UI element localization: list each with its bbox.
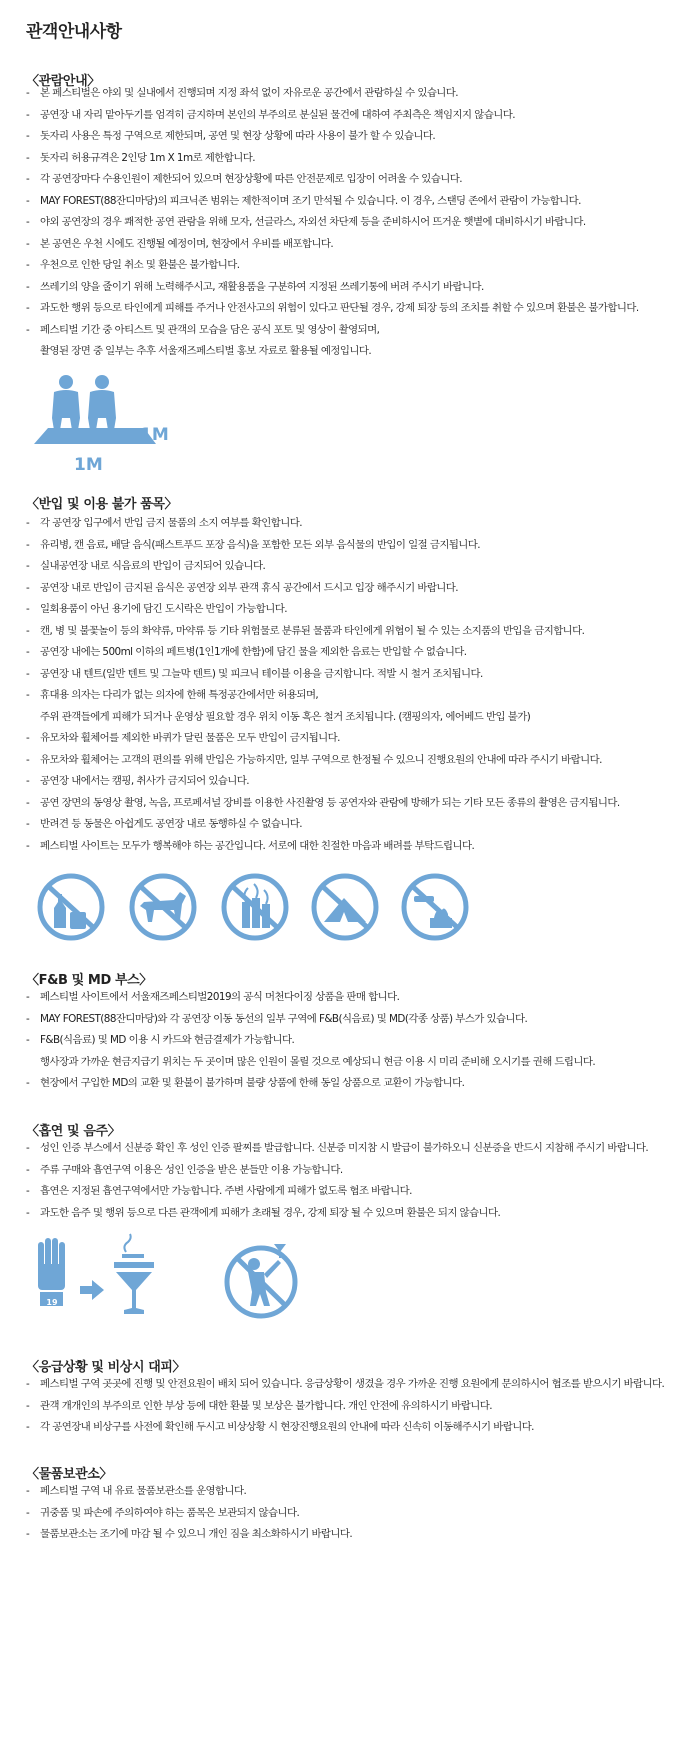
list-item-text: 휴대용 의자는 다리가 없는 의자에 한해 특정공간에서만 허용되며, (40, 689, 319, 701)
list-item (26, 86, 692, 100)
list-item (26, 516, 692, 530)
page-title: 관객안내사항 (26, 22, 122, 42)
list-item-text: 흡연은 지정된 흡연구역에서만 가능합니다. 주변 사람에게 피해가 없도록 협조 바랍니다. (40, 1185, 412, 1197)
bullet: - (26, 603, 30, 615)
list-item-text: F&B(식음료) 및 MD 이용 시 카드와 현금결제가 가능합니다. (40, 1034, 295, 1046)
bullet: - (26, 194, 30, 207)
hand-wristband-icon (38, 1238, 65, 1306)
bullet: - (26, 646, 30, 658)
no-fireworks-icon (220, 872, 290, 942)
bullet: - (26, 689, 30, 701)
bullet: - (26, 151, 30, 164)
list-item-text: 페스티벌 사이트는 모두가 행복해야 하는 공간입니다. 서로에 대한 친절한 마음과 배려를 부탁드립니다. (40, 839, 475, 852)
list-item-text: 과도한 음주 및 행위 등으로 다른 관객에게 피해가 초래될 경우, 강제 퇴장 될 수 있으며 환불은 되지 않습니다. (40, 1206, 501, 1219)
list-item (26, 796, 692, 810)
bullet: - (26, 87, 30, 99)
list-item (26, 731, 692, 745)
list-item-continuation (40, 710, 692, 724)
person-icon (88, 375, 116, 430)
list-item-text: 본 공연은 우천 시에도 진행될 예정이며, 현장에서 우비를 배포합니다. (40, 237, 334, 250)
list-item-text: 페스티벌 사이트에서 서울재즈페스티벌2019의 공식 머천다이징 상품을 판매 합니다. (40, 991, 400, 1003)
list-item (26, 237, 692, 251)
section-heading-prohibited: 〈반입 및 이용 불가 품목〉 (26, 497, 178, 512)
list-item (26, 194, 692, 208)
bullet: - (26, 1399, 30, 1412)
section-heading-fnb: 〈F&B 및 MD 부스〉 (26, 973, 152, 988)
list-item-text: 우천으로 인한 당일 취소 및 환불은 불가합니다. (40, 259, 240, 271)
bullet: - (26, 1506, 30, 1519)
list-item (26, 1399, 692, 1413)
bullet: - (26, 280, 30, 293)
list-item (26, 301, 692, 315)
bullet: - (26, 1034, 30, 1046)
bullet: - (26, 1185, 30, 1197)
list-item (26, 323, 692, 337)
list-item (26, 280, 692, 294)
bullet: - (26, 130, 30, 142)
list-item-text: MAY FOREST(88잔디마당)의 피크닉존 범위는 제한적이며 조기 만석될 수 있습니다. 이 경우, 스탠딩 존에서 관람이 가능합니다. (40, 194, 581, 207)
bullet: - (26, 1378, 30, 1390)
bullet: - (26, 1206, 30, 1219)
bullet: - (26, 775, 30, 787)
list-item-text: 유모차와 휠체어를 제외한 바퀴가 달린 물품은 모두 반입이 금지됩니다. (40, 732, 340, 744)
list-item-text: 공연 장면의 동영상 촬영, 녹음, 프로페셔널 장비를 이용한 사진촬영 등 공연자와 관람에 방해가 되는 기타 모든 종류의 촬영은 금지됩니다. (40, 796, 620, 809)
section-heading-viewing: 〈관람안내〉 (26, 74, 100, 89)
list-item (26, 172, 692, 186)
list-item-text: 캔, 병 및 불꽃놀이 등의 화약류, 마약류 등 기타 위험물로 분류된 물품과 타인에게 위협이 될 수 있는 소지품의 반입을 금지합니다. (40, 624, 585, 637)
list-item-text: 본 페스티벌은 야외 및 실내에서 진행되며 지정 좌석 없이 자유로운 공간에서 관람하실 수 있습니다. (40, 87, 459, 99)
list-item-text: 실내공연장 내로 식음료의 반입이 금지되어 있습니다. (40, 560, 266, 572)
list-item-text: 돗자리 허용규격은 2인당 1m X 1m로 제한합니다. (40, 151, 255, 164)
list-item (26, 774, 692, 788)
list-item-text: 공연장 내로 반입이 금지된 음식은 공연장 외부 관객 휴식 공간에서 드시고 입장 해주시기 바랍니다. (40, 581, 459, 594)
list-item-text: 반려견 등 동물은 아쉽게도 공연장 내로 동행하실 수 없습니다. (40, 818, 302, 830)
list-item-text: 쓰레기의 양을 줄이기 위해 노력해주시고, 재활용품을 구분하여 지정된 쓰레기통에 버려 주시기 바랍니다. (40, 280, 484, 293)
bullet: - (26, 108, 30, 121)
list-item (26, 817, 692, 831)
list-item (26, 215, 692, 229)
list-item-text: 페스티벌 구역 곳곳에 진행 및 안전요원이 배치 되어 있습니다. 응급상황이 생겼을 경우 가까운 진행 요원에게 문의하시어 협조를 받으시기 바랍니다. (40, 1378, 665, 1390)
bullet: - (26, 1528, 30, 1540)
bullet: - (26, 216, 30, 228)
list-item (26, 258, 692, 272)
no-drunk-behavior-icon (220, 1234, 302, 1324)
list-item (26, 990, 692, 1004)
list-item-text: 공연장 내에서는 캠핑, 취사가 금지되어 있습니다. (40, 775, 250, 787)
list-item-text: 주류 구매와 흡연구역 이용은 성인 인증을 받은 분들만 이용 가능합니다. (40, 1163, 343, 1176)
no-pets-icon (128, 872, 198, 942)
list-item (26, 1184, 692, 1198)
bullet: - (26, 259, 30, 271)
list-item (26, 151, 692, 165)
bullet: - (26, 1142, 30, 1154)
bullet: - (26, 796, 30, 809)
list-item-text: 각 공연장마다 수용인원이 제한되어 있으며 현장상황에 따른 안전문제로 입장이 어려울 수 있습니다. (40, 173, 463, 185)
mat-depth-label: 1M (74, 455, 103, 475)
list-item-text: 일회용품이 아닌 용기에 담긴 도시락은 반입이 가능합니다. (40, 603, 287, 615)
list-item-text: 공연장 내에는 500ml 이하의 페트병(1인1개에 한함)에 담긴 물을 제외한 음료는 반입할 수 없습니다. (40, 646, 467, 658)
bullet: - (26, 302, 30, 314)
bullet: - (26, 1163, 30, 1176)
list-item (26, 581, 692, 595)
no-cooking-icon (400, 872, 470, 942)
picnic-mat-illustration (34, 374, 174, 474)
wristband-age-label: 19 (46, 1298, 58, 1307)
bullet: - (26, 624, 30, 637)
list-item (26, 1420, 692, 1434)
list-item-text: 공연장 내 자리 맡아두기를 엄격히 금지하며 본인의 부주의로 분실된 물건에 대하여 주최측은 책임지지 않습니다. (40, 108, 515, 121)
list-item (26, 1484, 692, 1498)
list-item (26, 108, 692, 122)
list-item (26, 1377, 692, 1391)
list-item-text: 귀중품 및 파손에 주의하여야 하는 품목은 보관되지 않습니다. (40, 1506, 300, 1519)
list-item-text: MAY FOREST(88잔디마당)와 각 공연장 이동 동선의 일부 구역에 F&B(식음료) 및 MD(각종 상품) 부스가 있습니다. (40, 1012, 528, 1025)
bullet: - (26, 991, 30, 1003)
list-item-text: 성인 인증 부스에서 신분증 확인 후 성인 인증 팔찌를 발급합니다. 신분증 미지참 시 발급이 불가하오니 신분증을 반드시 지참해 주시기 바랍니다. (40, 1142, 649, 1154)
list-item-text: 페스티벌 기간 중 아티스트 및 관객의 모습을 담은 공식 포토 및 영상이 촬영되며, (40, 323, 380, 336)
list-item-text: 각 공연장내 비상구를 사전에 확인해 두시고 비상상황 시 현장진행요원의 안내에 따라 신속히 이동해주시기 바랍니다. (40, 1421, 534, 1433)
bullet: - (26, 1485, 30, 1497)
bullet: - (26, 732, 30, 744)
no-bottles-cans-icon (36, 872, 106, 942)
bullet: - (26, 1077, 30, 1089)
bullet: - (26, 237, 30, 250)
list-item (26, 602, 692, 616)
bullet: - (26, 839, 30, 852)
list-item-text: 관객 개개인의 부주의로 인한 부상 등에 대한 환불 및 보상은 불가합니다. 개인 안전에 유의하시기 바랍니다. (40, 1399, 492, 1412)
bullet: - (26, 1012, 30, 1025)
list-item (26, 667, 692, 681)
list-item-text: 각 공연장 입구에서 반입 금지 물품의 소지 여부를 확인합니다. (40, 517, 302, 529)
bullet: - (26, 753, 30, 766)
mat-width-label: 1M (140, 425, 169, 445)
list-item (26, 624, 692, 638)
list-item (26, 645, 692, 659)
list-item (26, 1506, 692, 1520)
list-item-text: 현장에서 구입한 MD의 교환 및 환불이 불가하며 불량 상품에 한해 동일 상품으로 교환이 가능합니다. (40, 1077, 465, 1089)
list-item (26, 1076, 692, 1090)
list-item-continuation (40, 1055, 692, 1069)
list-item (26, 1163, 692, 1177)
list-item-text: 공연장 내 텐트(일반 텐트 및 그늘막 텐트) 및 피크닉 테이블 이용을 금지합니다. 적발 시 철거 조치됩니다. (40, 667, 483, 680)
list-item (26, 1012, 692, 1026)
age-check-illustration (34, 1236, 174, 1326)
list-item-text: 물품보관소는 조기에 마감 될 수 있으니 개인 짐을 최소화하시기 바랍니다. (40, 1528, 353, 1540)
list-item (26, 1527, 692, 1541)
bullet: - (26, 818, 30, 830)
bullet: - (26, 667, 30, 680)
mat-icon (34, 428, 156, 444)
section-heading-emergency: 〈응급상황 및 비상시 대피〉 (26, 1360, 186, 1375)
bullet: - (26, 560, 30, 572)
list-item-text: 유모차와 휠체어는 고객의 편의를 위해 반입은 가능하지만, 일부 구역으로 한정될 수 있으니 진행요원의 안내에 따라 주시기 바랍니다. (40, 753, 602, 766)
list-item-text: 과도한 행위 등으로 타인에게 피해를 주거나 안전사고의 위험이 있다고 판단될 경우, 강제 퇴장 등의 조치를 취할 수 있으며 환불은 불가합니다. (40, 302, 639, 314)
list-item (26, 538, 692, 552)
arrow-right-icon (80, 1280, 104, 1300)
bullet: - (26, 323, 30, 336)
list-item (26, 688, 692, 702)
list-item (26, 1033, 692, 1047)
list-item-text: 돗자리 사용은 특정 구역으로 제한되며, 공연 및 현장 상황에 따라 사용이 불가 할 수 있습니다. (40, 130, 436, 142)
bullet: - (26, 1421, 30, 1433)
section-heading-storage: 〈물품보관소〉 (26, 1467, 112, 1482)
list-item-text: 유리병, 캔 음료, 배달 음식(패스트푸드 포장 음식)을 포함한 모든 외부 음식물의 반입이 일절 금지됩니다. (40, 538, 481, 551)
list-item-text: 야외 공연장의 경우 쾌적한 공연 관람을 위해 모자, 선글라스, 자외선 차단제 등을 준비하시어 뜨거운 햇볕에 대비하시기 바랍니다. (40, 216, 586, 228)
person-icon (52, 375, 80, 430)
bullet: - (26, 173, 30, 185)
list-item-continuation (40, 344, 692, 358)
list-item-text: 행사장과 가까운 현금지급기 위치는 두 곳이며 많은 인원이 몰릴 것으로 예상되니 현금 이용 시 미리 준비해 오시기를 권해 드립니다. (40, 1055, 596, 1068)
list-item-text: 페스티벌 구역 내 유료 물품보관소를 운영합니다. (40, 1485, 247, 1497)
list-item (26, 559, 692, 573)
list-item (26, 753, 692, 767)
list-item (26, 1141, 692, 1155)
cocktail-cigarette-icon (114, 1234, 154, 1314)
bullet: - (26, 538, 30, 551)
list-item (26, 1206, 692, 1220)
list-item-text: 촬영된 장면 중 일부는 추후 서울재즈페스티벌 홍보 자료로 활용될 예정입니다. (40, 345, 372, 357)
no-tent-icon (310, 872, 380, 942)
section-heading-smoking: 〈흡연 및 음주〉 (26, 1124, 121, 1139)
list-item-text: 주위 관객들에게 피해가 되거나 운영상 필요할 경우 위치 이동 혹은 철거 조치됩니다. (캠핑의자, 에어베드 반입 불가) (40, 710, 531, 723)
list-item (26, 129, 692, 143)
list-item (26, 839, 692, 853)
bullet: - (26, 517, 30, 529)
bullet: - (26, 581, 30, 594)
